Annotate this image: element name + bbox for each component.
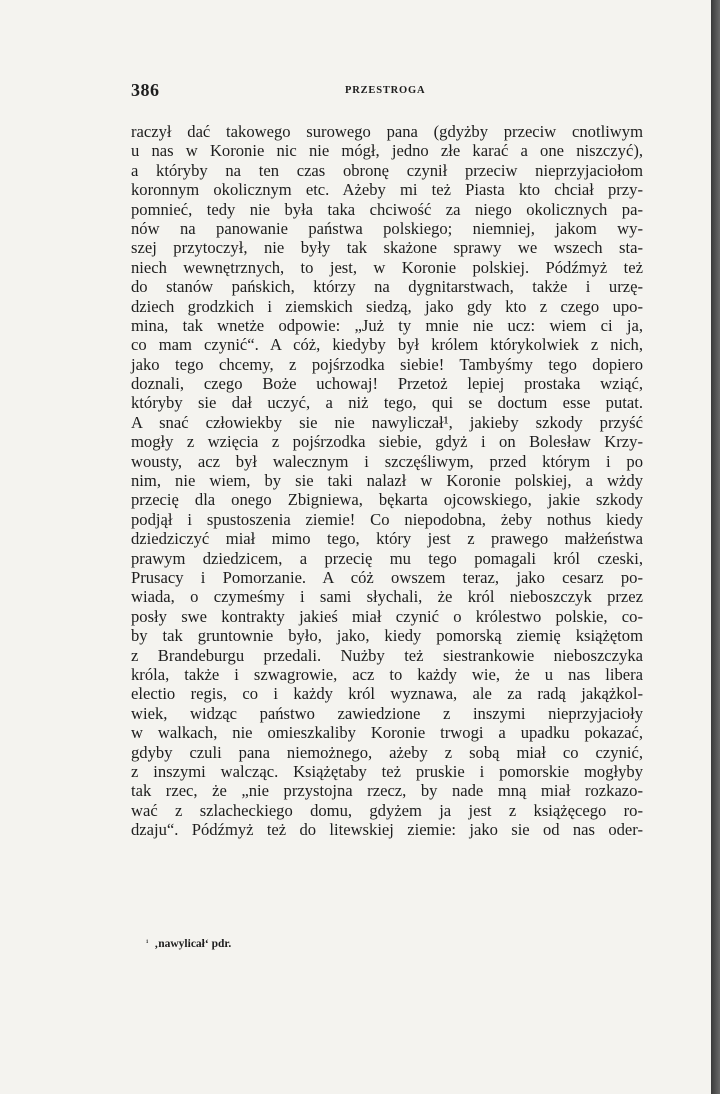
text-line: gdyby czuli pana niemożnego, ażeby z sobą miał co czynić,: [131, 742, 643, 762]
text-line: dzaju“. Pódźmyż też do litewskiej ziemie: jako sie od nas oder-: [131, 820, 643, 840]
text-line: dziedziczyć miał mimo tego, który jest z prawego małżeństwa: [131, 529, 643, 549]
text-line: dziech grodzkich i ziemskich siedzą, jako gdy kto z czego upo-: [131, 296, 643, 316]
page-number: 386: [131, 80, 160, 100]
text-line: A snać człowiekby sie nie nawyliczał¹, jakieby szkody przyść: [131, 412, 643, 432]
text-line: raczył dać takowego surowego pana (gdyżby przeciw cnotliwym: [131, 122, 643, 141]
text-line: nim, nie wiem, by sie taki nalazł w Koronie polskiej, a wżdy: [131, 471, 643, 491]
text-line: a któryby na ten czas obronę czynił przeciw nieprzyjaciołom: [131, 160, 643, 180]
text-line: posły swe kontrakty jakieś miał czynić o królestwo polskie, co-: [131, 606, 643, 626]
footnote-marker: ¹: [146, 938, 149, 947]
text-line: wousty, acz był walecznym i szczęśliwym, przed którym i po: [131, 451, 643, 471]
text-line: niech wewnętrznych, to jest, w Koronie polskiej. Pódźmyż też: [131, 257, 643, 277]
running-title: PRZESTROGA: [345, 85, 426, 96]
footnote-text: ‚nawylicał‘ pdr.: [154, 938, 232, 950]
text-line: mogły z wzięcia z pojśrzodka siebie, gdyż i on Bolesław Krzy-: [131, 432, 643, 452]
body-text: [131, 122, 643, 839]
text-line: Prusacy i Pomorzanie. A cóż owszem teraz, jako cesarz po-: [131, 567, 643, 587]
text-line: jako tego chcemy, z pojśrzodka siebie! Tambyśmy tego dopiero: [131, 354, 643, 374]
page-edge-shadow: [711, 0, 720, 1094]
text-line: co mam czynić“. A cóż, kiedyby był królem którykolwiek z nich,: [131, 335, 643, 355]
text-line: pomnieć, tedy nie była taka chciwość za niego okolicznych pa-: [131, 199, 643, 219]
text-line: szej przytoczył, nie były tak skażone sprawy we wszech sta-: [131, 238, 643, 258]
text-line: w walkach, nie omieszkaliby Koronie trwogi a upadku pokazać,: [131, 723, 643, 743]
text-line: do stanów pańskich, którzy na dygnitarstwach, także i urzę-: [131, 277, 643, 297]
text-line: electio regis, co i każdy król wyznawa, ale za radą jakążkol-: [131, 684, 643, 704]
text-line: by tak gruntownie było, jako, kiedy pomorską ziemię książętom: [131, 626, 643, 646]
text-line: z inszymi walcząc. Książętaby też pruskie i pomorskie mogłyby: [131, 761, 643, 781]
text-line: mina, tak wnetże odpowie: „Już ty mnie nie ucz: wiem ci ja,: [131, 315, 643, 335]
footnote: [146, 938, 231, 950]
text-line: prawym dziedzicem, a przecię mu tego pomagali król czeski,: [131, 548, 643, 568]
text-line: podjął i spustoszenia ziemie! Co niepodobna, żeby nothus kiedy: [131, 509, 643, 529]
text-line: wiada, o czymeśmy i sami słychali, że król nieboszczyk przez: [131, 587, 643, 607]
text-line: z Brandeburgu przedali. Nużby też siestrankowie nieboszczyka: [131, 645, 643, 665]
text-line: przecię dla onego Zbigniewa, bękarta ojcowskiego, jakie szkody: [131, 490, 643, 510]
text-line: wiek, widząc państwo zawiedzione z inszymi nieprzyjacioły: [131, 703, 643, 723]
text-line: doznali, czego Boże uchowaj! Przetoż lepiej prostaka wziąć,: [131, 374, 643, 394]
text-line: króla, także i szwagrowie, acz to każdy wie, że u nas libera: [131, 664, 643, 684]
text-line: któryby sie dał uczyć, a niż tego, qui se doctum esse putat.: [131, 393, 643, 413]
text-line: u nas w Koronie nic nie mógł, jedno złe karać a one niszczyć),: [131, 141, 643, 161]
text-line: wać z szlacheckiego domu, gdyżem ja jest z książęcego ro-: [131, 800, 643, 820]
text-line: nów na panowanie państwa polskiego; niemniej, jakom wy-: [131, 218, 643, 238]
text-line: koronnym okolicznym etc. Ażeby mi też Piasta kto chciał przy-: [131, 180, 643, 200]
text-line: tak rzec, że „nie przystojna rzecz, by nade mną miał rozkazo-: [131, 781, 643, 801]
page-header: [131, 80, 641, 104]
